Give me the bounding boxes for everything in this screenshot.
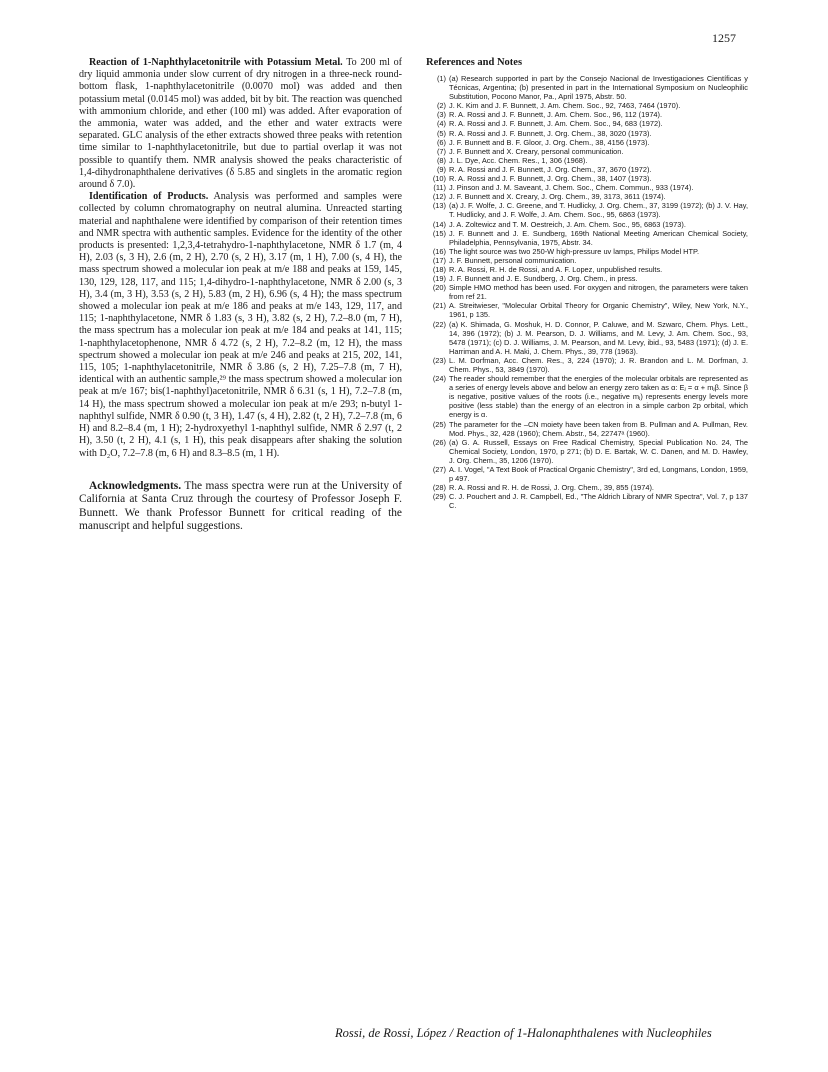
reference-item [426,229,748,247]
reference-number: (5) [436,128,446,138]
reference-text: R. A. Rossi and J. F. Bunnett, J. Org. Chem., 37, 3670 (1972). [449,164,652,174]
reference-item [426,174,748,183]
reference-item [426,220,748,229]
reference-number: (1) [436,74,446,83]
reference-text: R. A. Rossi, R. H. de Rossi, and A. F. Lopez, unpublished results. [449,264,663,274]
section-heading: Identification of Products. [89,191,209,203]
reference-number: (3) [436,110,446,120]
reference-item [426,420,748,438]
reference-number: (26) [432,437,446,447]
section-body: To 200 ml of dry liquid ammonia under slow current of dry nitrogen in a three-neck round-bottom flask, 1-naphthylacetonitrile (0.0070 mol) was added and then potassium metal (0.0145 mol) was added, bit by bit. The reaction was quenched with ammonium chloride, and ether (100 ml) was added. After evaporation of the ammonia, water was added, and the ether and water extracts were separated. GLC analysis of the ether extracts showed three peaks with retention time similar to 1-naphthylacetonitrile, but due to partial overlap it was not possible to quantify them. NMR analysis showed the peaks characteristic of 1,4-dihydronaphthalene derivatives (δ 5.85 and singlets in the aromatic region around δ 7.0). [79,57,402,191]
reference-number: (14) [432,219,446,229]
acknowledgments [79,480,402,534]
section-identification-products [79,191,402,459]
reference-text: J. Pinson and J. M. Saveant, J. Chem. Soc., Chem. Commun., 933 (1974). [449,183,694,193]
reference-number: (13) [432,201,446,211]
reference-item [426,492,748,510]
reference-number: (27) [432,465,446,475]
reference-text: J. A. Zoltewicz and T. M. Oestreich, J. Am. Chem. Soc., 95, 6863 (1973). [449,219,686,229]
reference-item [426,156,748,165]
reference-text: C. J. Pouchert and J. R. Campbell, Ed., "The Aldrich Library of NMR Spectra", Vol. 7, p 137 C. [449,492,748,511]
reference-number: (7) [436,146,446,156]
reference-number: (2) [436,101,446,111]
reference-text: R. A. Rossi and J. F. Bunnett, J. Org. Chem., 38, 3020 (1973). [449,128,652,138]
reference-item [426,138,748,147]
reference-text: J. L. Dye, Acc. Chem. Res., 1, 306 (1968). [449,155,588,165]
reference-text: (a) Research supported in part by the Consejo Nacional de Investigaciones Científicas y Técnicas, Argentina; (b) presented in part in the International Symposium on Nucleophilic Substitution, Pocono Manor, Pa., April 1975, Abstr. 50. [449,74,748,102]
reference-text: R. A. Rossi and J. F. Bunnett, J. Am. Chem. Soc., 96, 112 (1974). [449,110,663,120]
reference-number: (21) [432,301,446,311]
reference-item [426,147,748,156]
reference-number: (18) [432,264,446,274]
reference-text: Simple HMO method has been used. For oxygen and nitrogen, the parameters were taken from ref 21. [449,283,748,302]
left-column [79,57,402,534]
reference-text: J. K. Kim and J. F. Bunnett, J. Am. Chem. Soc., 92, 7463, 7464 (1970). [449,101,681,111]
reference-number: (11) [433,183,446,193]
section-reaction-potassium [79,57,402,191]
running-footer: Rossi, de Rossi, López / Reaction of 1-Halonaphthalenes with Nucleophiles [335,1026,712,1040]
reference-item [426,320,748,356]
reference-number: (10) [432,174,446,184]
reference-number: (22) [432,319,446,329]
reference-text: J. F. Bunnett and X. Creary, personal communication. [449,146,624,156]
reference-number: (15) [432,228,446,238]
reference-item [426,274,748,283]
reference-text: (a) J. F. Wolfe, J. C. Greene, and T. Hudlicky, J. Org. Chem., 37, 3199 (1972); (b) J. V. Hay, T. Hudlicky, and J. F. Wolfe, J. Am. Chem. Soc., 95, 6863 (1973). [449,201,748,220]
page-number: 1257 [712,31,736,45]
reference-number: (8) [436,155,446,165]
reference-item [426,165,748,174]
reference-text: The parameter for the –CN moiety have been taken from B. Pullman and A. Pullman, Rev. Mod. Phys., 32, 428 (1960); Chem. Abstr., 54, 22747ᵃ (1960). [449,419,748,438]
reference-item [426,301,748,319]
reference-list [426,74,748,511]
references-column [426,57,748,511]
reference-text: (a) K. Shimada, G. Moshuk, H. D. Connor, P. Caluwe, and M. Szwarc, Chem. Phys. Lett., 14, 396 (1972); (b) J. M. Pearson, D. J. Williams, and M. Levy, J. Am. Chem. Soc., 93, 5478 (1971); (c) D. J. Williams, J. M. Pearson, and M. Levy, ibid., 93, 5483 (1971); (d) J. E. Harriman and A. H. Maki, J. Chem. Phys., 39, 778 (1963). [449,319,748,356]
reference-item [426,356,748,374]
reference-text: J. F. Bunnett and X. Creary, J. Org. Chem., 39, 3173, 3611 (1974). [449,192,666,202]
reference-text: J. F. Bunnett and B. F. Gloor, J. Org. Chem., 38, 4156 (1973). [449,137,650,147]
reference-text: J. F. Bunnett and J. E. Sundberg, 169th National Meeting American Chemical Society, Philadelphia, Pennsylvania, 1975, Abstr. 34. [449,228,748,247]
reference-text: R. A. Rossi and J. F. Bunnett, J. Org. Chem., 38, 1407 (1973). [449,174,652,184]
reference-item [426,283,748,301]
reference-text: J. F. Bunnett and J. E. Sundberg, J. Org. Chem., in press. [449,274,638,284]
reference-text: R. A. Rossi and J. F. Bunnett, J. Am. Chem. Soc., 94, 683 (1972). [449,119,663,129]
reference-number: (17) [432,255,446,265]
reference-item [426,101,748,110]
reference-number: (9) [436,164,446,174]
reference-item [426,201,748,219]
reference-item [426,438,748,465]
reference-item [426,256,748,265]
reference-text: A. I. Vogel, "A Text Book of Practical Organic Chemistry", 3rd ed, Longmans, London, 1959, p 497. [449,465,748,484]
reference-item [426,192,748,201]
reference-item [426,129,748,138]
reference-number: (24) [432,374,446,384]
reference-item [426,465,748,483]
acknowledgments-heading: Acknowledgments. [89,479,182,492]
reference-item [426,119,748,128]
reference-item [426,247,748,256]
reference-item [426,265,748,274]
reference-item [426,74,748,101]
acknowledgments-body: The mass spectra were run at the University of California at Santa Cruz through the courtesy of Professor Joseph F. Bunnett. We thank Professor Bunnett for critical reading of the manuscript and helpful suggestions. [79,479,402,533]
section-heading: Reaction of 1-Naphthylacetonitrile with Potassium Metal. [89,57,343,68]
reference-text: J. F. Bunnett, personal communication. [449,255,577,265]
reference-text: A. Streitwieser, "Molecular Orbital Theory for Organic Chemistry", Wiley, New York, N.Y., 1961, p 135. [449,301,748,320]
reference-number: (23) [432,355,446,365]
reference-number: (4) [436,119,446,129]
reference-number: (19) [432,274,446,284]
reference-number: (16) [432,246,446,256]
reference-number: (12) [432,192,446,202]
reference-text: The light source was two 250-W high-pressure uv lamps, Philips Model HTP. [449,246,700,256]
section-body: Analysis was performed and samples were collected by column chromatography on neutral alumina. Unreacted starting material and naphthalene were identified by comparison of their retention times and NMR spectra with authentic samples. Evidence for the identity of the other products is presented: 1,2,3,4-tetrahydro-1-naphthylacetone, NMR δ 1.7 (m, 4 H), 2.03 (s, 3 H), 2.6 (m, 2 H), 2.70 (s, 2 H), 3.17 (m, 1 H), 7.00 (s, 4 H), the mass spectrum showed a molecular ion peak at m/e 188 and peaks at 159, 145, 130, 129, 128, 117, and 115; 1,4-dihydro-1-naphthylacetone, NMR δ 2.00 (s, 3 H), 3.4 (m, 3 H), 3.53 (s, 2 H), 5.83 (m, 2 H), 6.96 (s, 4 H); the mass spectrum showed a molecular ion peak at m/e 186 and peaks at m/e 143, 129, 117, and 115; 1-naphthylacetone, NMR δ 1.83 (s, 3 H), 3.82 (s, 2 H), 7.2–8.0 (m, 7 H), the mass spectrum has a molecular ion peak at m/e 184 and peaks at 141, 115; 1-naphthylacetophenone, NMR δ 4.72 (s, 2 H), 7.2–8.2 (m, 12 H), the mass spectrum showed a molecular ion peak at m/e 246 and peaks at 215, 202, 141, 115, 105; 1-naphthylacetonitrile, NMR δ 3.86 (s, 2 H), 7.25–7.8 (m, 7 H), identical with an authentic sample,²⁹ the mass spectrum showed a molecular ion peak at m/e 167; bis(1-naphthyl)acetonitrile, NMR δ 6.31 (s, 1 H), 7.2–7.8 (m, 14 H), the mass spectrum showed a molecular ion peak at m/e 293; n-butyl 1-naphthyl sulfide, NMR δ 0.90 (t, 3 H), 1.47 (s, 4 H), 2.82 (t, 2 H), 7.2–7.8 (m, 6 H) and 8.2–8.4 (m, 1 H); 2-hydroxyethyl 1-naphthyl sulfide, NMR δ 2.97 (t, 2 H), 3.50 (t, 2 H), 4.1 (s, 1 H), this peak disappears after shaking the solution with D₂O, 7.2–7.8 (m, 6 H) and 8.3–8.5 (m, 1 H). [79,191,402,459]
reference-item [426,374,748,419]
reference-number: (6) [436,137,446,147]
reference-item [426,183,748,192]
reference-text: L. M. Dorfman, Acc. Chem. Res., 3, 224 (1970); J. R. Brandon and L. M. Dorfman, J. Chem. Phys., 53, 3849 (1970). [449,355,748,374]
reference-text: The reader should remember that the energies of the molecular orbitals are represented as a series of energy levels above and below an energy zero taken as α: Eⱼ = α + mⱼβ. Since β is negative, positive values of the roots (i.e., negative mⱼ) represents energy levels more positive (less stable) than the energy of an electron in a simple carbon 2p orbital, which energy is α. [449,374,748,420]
reference-text: (a) G. A. Russell, Essays on Free Radical Chemistry, Special Publication No. 24, The Chemical Society, London, 1970, p 271; (b) D. E. Bartak, W. C. Danen, and M. D. Hawley, J. Org. Chem., 35, 1206 (1970). [449,437,748,465]
reference-item [426,483,748,492]
reference-number: (28) [432,483,446,493]
reference-number: (20) [432,283,446,293]
references-heading: References and Notes [426,57,523,68]
reference-text: R. A. Rossi and R. H. de Rossi, J. Org. Chem., 39, 855 (1974). [449,483,654,493]
reference-item [426,110,748,119]
reference-number: (25) [432,419,446,429]
reference-number: (29) [432,492,446,502]
